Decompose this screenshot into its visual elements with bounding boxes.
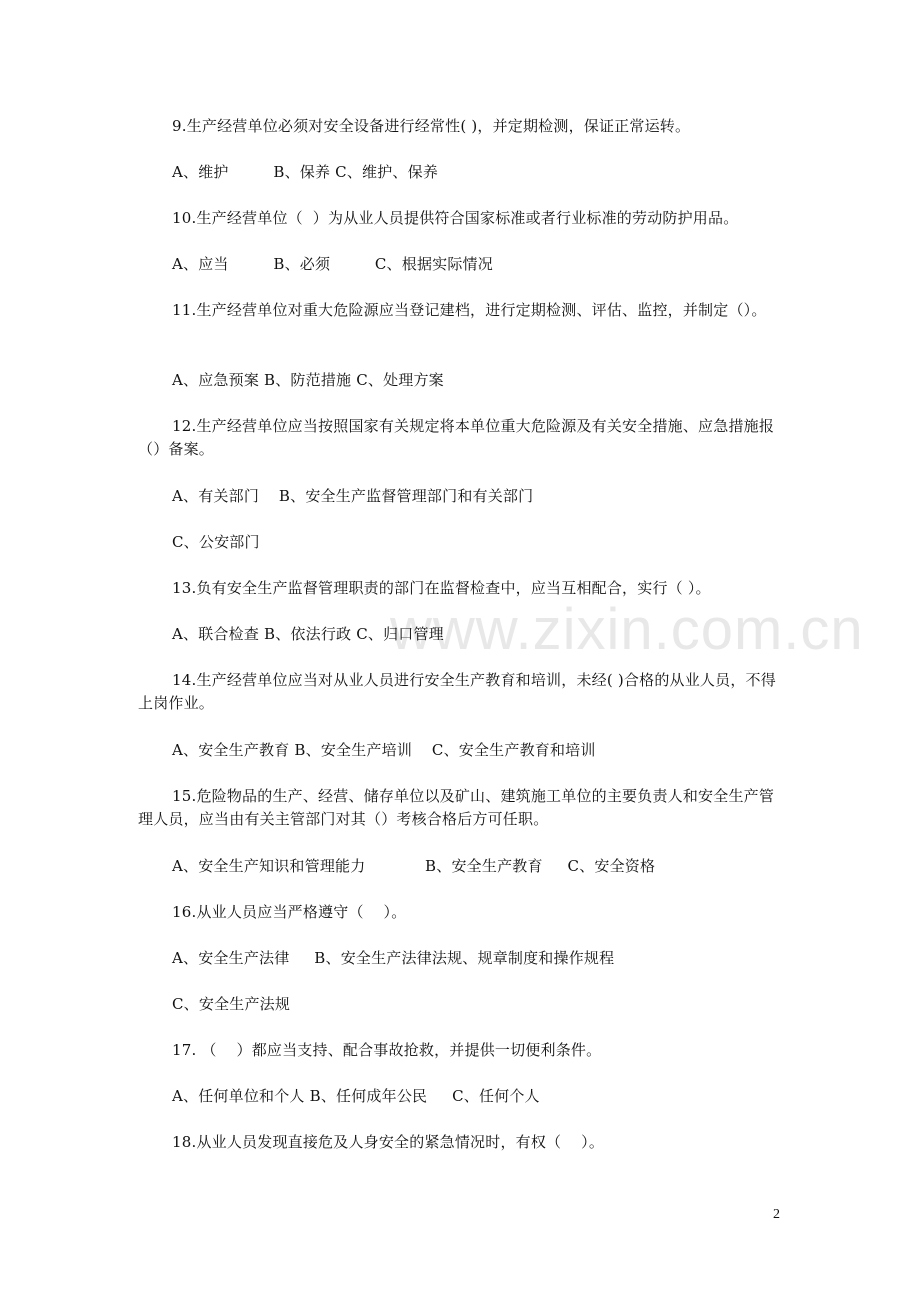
question-16: 16.从业人员应当严格遵守（ ）。	[172, 903, 407, 921]
question-13: 13.负有安全生产监督管理职责的部门在监督检查中，应当互相配合，实行（ ）。	[172, 579, 711, 597]
question-10: 10.生产经营单位（ ）为从业人员提供符合国家标准或者行业标准的劳动防护用品。	[172, 209, 739, 227]
question-11: 11.生产经营单位对重大危险源应当登记建档，进行定期检测、评估、监控，并制定（）。	[172, 301, 767, 319]
options-12-c: C、公安部门	[172, 533, 260, 551]
options-15: A、安全生产知识和管理能力 B、安全生产教育 C、安全资格	[172, 857, 656, 875]
question-9: 9.生产经营单位必须对安全设备进行经常性( )，并定期检测，保证正常运转。	[172, 117, 691, 135]
question-15: 15.危险物品的生产、经营、储存单位以及矿山、建筑施工单位的主要负责人和安全生产管理人员，应当由有关主管部门对其（）考核合格后方可任职。	[138, 787, 775, 828]
question-12: 12.生产经营单位应当按照国家有关规定将本单位重大危险源及有关安全措施、应急措施报（）备案。	[138, 417, 775, 458]
options-16-ab: A、安全生产法律 B、安全生产法律法规、规章制度和操作规程	[172, 949, 615, 967]
question-14: 14.生产经营单位应当对从业人员进行安全生产教育和培训，未经( )合格的从业人员，不得上岗作业。	[138, 671, 776, 712]
watermark: www.zixin.com.cn	[390, 597, 864, 662]
options-10: A、应当 B、必须 C、根据实际情况	[172, 255, 493, 273]
options-12-ab: A、有关部门 B、安全生产监督管理部门和有关部门	[172, 487, 534, 505]
question-17: 17. （ ）都应当支持、配合事故抢救，并提供一切便利条件。	[172, 1041, 602, 1059]
page-number: 2	[773, 1207, 780, 1222]
options-16-c: C、安全生产法规	[172, 995, 291, 1013]
options-17: A、任何单位和个人 B、任何成年公民 C、任何个人	[172, 1087, 540, 1105]
options-9: A、维护 B、保养 C、维护、保养	[172, 163, 439, 181]
options-14: A、安全生产教育 B、安全生产培训 C、安全生产教育和培训	[172, 741, 596, 759]
question-18: 18.从业人员发现直接危及人身安全的紧急情况时，有权（ ）。	[172, 1133, 605, 1151]
options-13: A、联合检查 B、依法行政 C、归口管理	[172, 625, 444, 643]
options-11: A、应急预案 B、防范措施 C、处理方案	[172, 371, 444, 389]
